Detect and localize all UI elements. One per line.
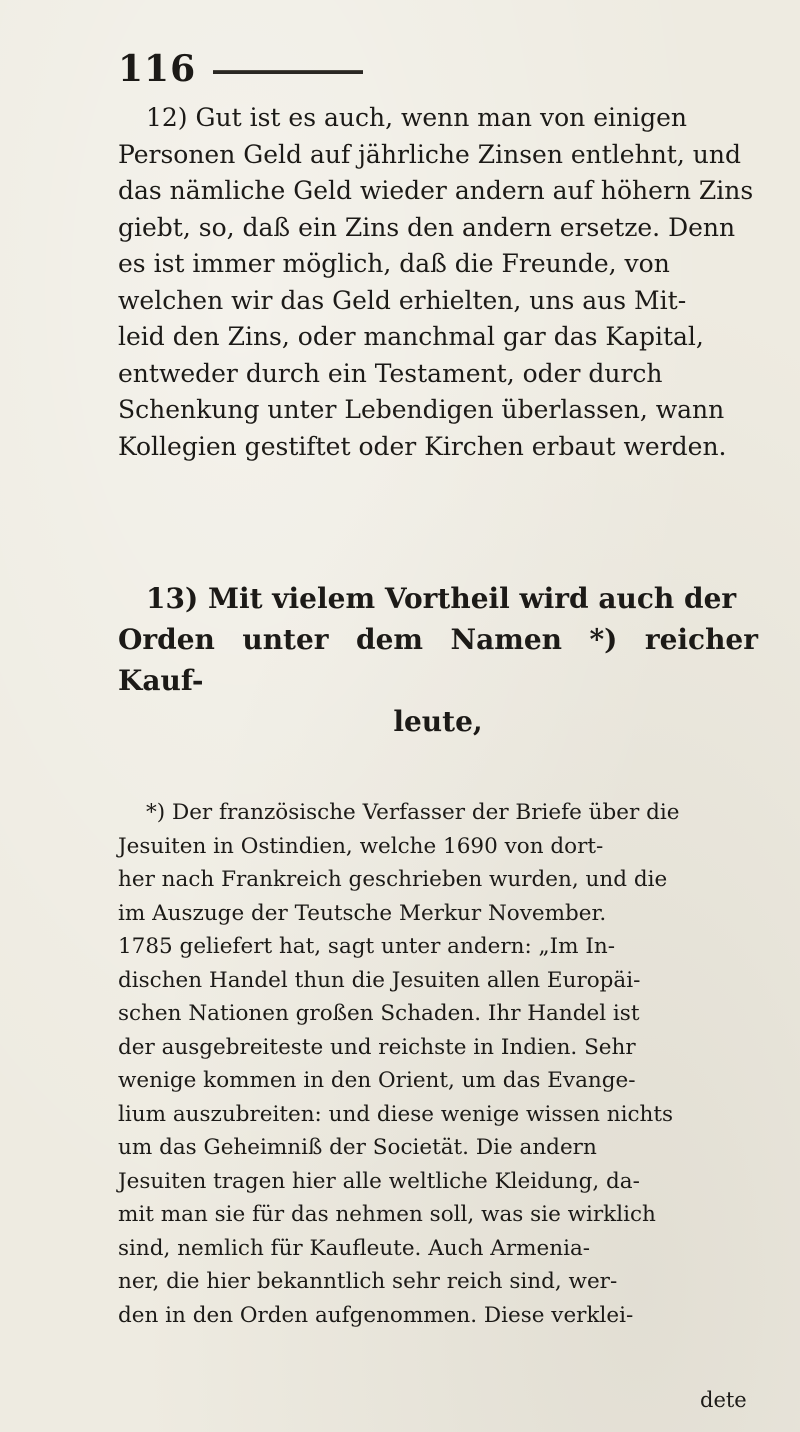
footnote-line: ner, die hier bekanntlich sehr reich sind, wer- [118,1269,618,1294]
footnote-line: *) Der französische Verfasser der Briefe über die [146,800,680,825]
text-line: Orden unter dem Namen *) reicher Kauf- [118,623,758,697]
footnote-line: Jesuiten tragen hier alle weltliche Kleidung, da- [118,1168,640,1194]
footnote-line: Jesuiten in Ostindien, welche 1690 von dort- [118,833,604,859]
text-line: das nämliche Geld wieder andern auf höhern Zins [118,176,754,205]
footnote-line: den in den Orden aufgenommen. Diese verklei- [118,1302,634,1328]
footnote-line: her nach Frankreich geschrieben wurden, und die [118,867,668,892]
footnote-line: 1785 geliefert hat, sagt unter andern: „Im In- [118,934,615,959]
paragraph-12 [118,100,758,465]
text-line: leid den Zins, oder manchmal gar das Kapital, [118,322,704,351]
text-line: giebt, so, daß ein Zins den andern ersetze. Denn [118,212,736,242]
page-number: 116 [118,48,197,90]
footnote-line: schen Nationen großen Schaden. Ihr Handel ist [118,1001,640,1026]
text-line: 12) Gut ist es auch, wenn man von einigen [146,103,687,132]
footnote-line: im Auszuge der Teutsche Merkur November. [118,900,607,926]
footnote-line: mit man sie für das nehmen soll, was sie wirklich [118,1202,656,1227]
footnote-line: um das Geheimniß der Societät. Die andern [118,1135,597,1160]
text-line: welchen wir das Geld erhielten, uns aus Mit- [118,285,687,315]
text-line: es ist immer möglich, daß die Freunde, von [118,249,670,278]
text-line: Schenkung unter Lebendigen überlassen, wann [118,395,725,424]
text-line: 13) Mit vielem Vortheil wird auch der [146,582,737,615]
footnote-line: der ausgebreiteste und reichste in Indien. Sehr [118,1034,636,1060]
footnote-line: wenige kommen in den Orient, um das Evange- [118,1068,636,1093]
header-rule [213,70,363,74]
footnote-line: dischen Handel thun die Jesuiten allen Europäi- [118,967,641,993]
page-header [118,48,758,92]
text-line: Kollegien gestiftet oder Kirchen erbaut werden. [118,431,727,461]
paragraph-13 [118,578,758,742]
footnote [118,796,758,1332]
text-line: entweder durch ein Testament, oder durch [118,358,663,388]
footnote-line: lium auszubreiten: und diese wenige wissen nichts [118,1101,674,1127]
catchword: dete [700,1388,747,1412]
text-line: leute, [393,705,483,738]
footnote-line: sind, nemlich für Kaufleute. Auch Armenia- [118,1235,591,1261]
text-line: Personen Geld auf jährliche Zinsen entlehnt, und [118,139,741,169]
